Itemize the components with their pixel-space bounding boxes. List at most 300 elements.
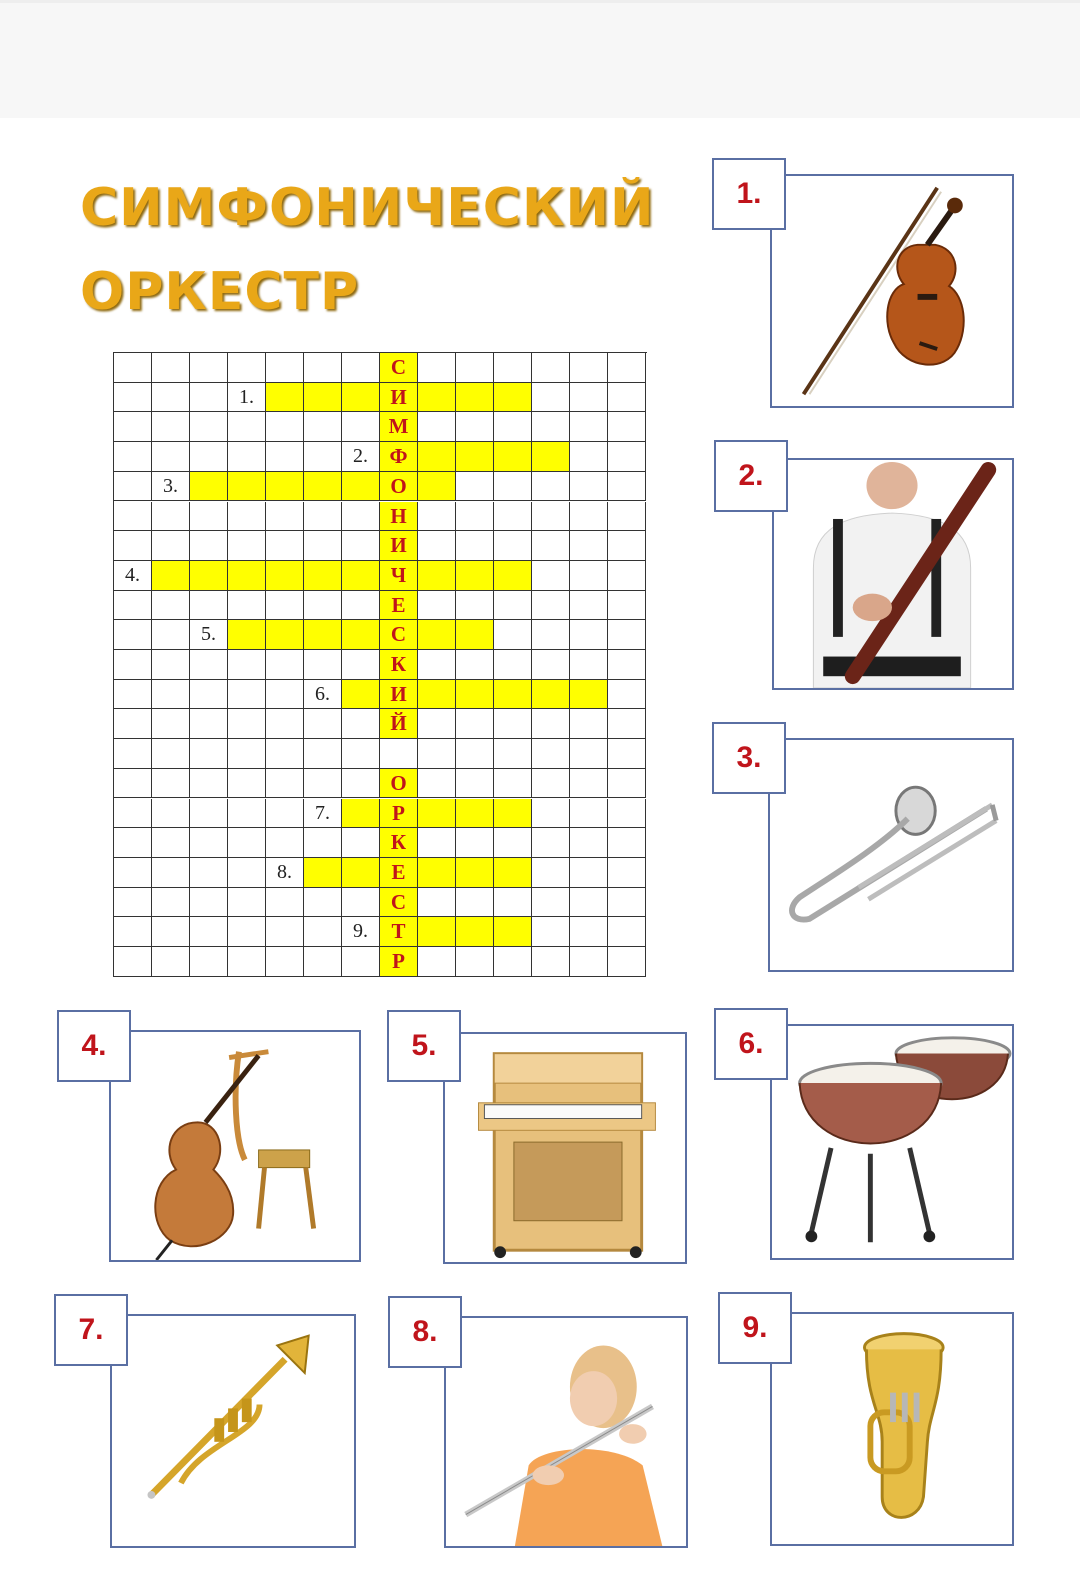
grid-cell bbox=[570, 917, 608, 947]
grid-cell bbox=[570, 561, 608, 591]
answer-cell bbox=[228, 620, 266, 650]
clue-number-cell: 3. bbox=[152, 472, 190, 502]
answer-cell bbox=[418, 858, 456, 888]
grid-cell bbox=[190, 828, 228, 858]
grid-cell bbox=[228, 799, 266, 829]
answer-cell bbox=[456, 620, 494, 650]
instrument-card-1 bbox=[712, 158, 1014, 408]
grid-cell bbox=[494, 472, 532, 502]
grid-cell bbox=[152, 353, 190, 383]
answer-cell bbox=[456, 561, 494, 591]
answer-cell bbox=[570, 680, 608, 710]
grid-cell bbox=[608, 739, 646, 769]
grid-cell bbox=[494, 353, 532, 383]
clue-number-cell: 7. bbox=[304, 799, 342, 829]
grid-cell bbox=[494, 739, 532, 769]
grid-cell bbox=[304, 353, 342, 383]
grid-cell bbox=[266, 769, 304, 799]
grid-cell bbox=[342, 888, 380, 918]
grid-cell bbox=[228, 888, 266, 918]
grid-cell bbox=[304, 650, 342, 680]
key-letter-cell: Е bbox=[380, 591, 418, 621]
grid-cell bbox=[114, 858, 152, 888]
grid-cell bbox=[532, 947, 570, 977]
grid-cell bbox=[532, 650, 570, 680]
grid-cell bbox=[570, 531, 608, 561]
grid-cell bbox=[304, 412, 342, 442]
grid-cell bbox=[266, 799, 304, 829]
grid-cell bbox=[570, 739, 608, 769]
key-letter-cell: И bbox=[380, 383, 418, 413]
grid-cell bbox=[114, 680, 152, 710]
grid-cell bbox=[190, 412, 228, 442]
grid-cell bbox=[532, 502, 570, 532]
key-letter-cell: Н bbox=[380, 502, 418, 532]
grid-cell bbox=[456, 531, 494, 561]
grid-cell bbox=[190, 888, 228, 918]
grid-cell bbox=[532, 769, 570, 799]
key-letter-cell: И bbox=[380, 680, 418, 710]
grid-cell bbox=[228, 739, 266, 769]
grid-cell bbox=[494, 888, 532, 918]
grid-cell bbox=[228, 353, 266, 383]
grid-cell bbox=[228, 947, 266, 977]
instrument-card-2 bbox=[714, 440, 1014, 690]
grid-cell bbox=[418, 591, 456, 621]
grid-cell bbox=[190, 650, 228, 680]
answer-cell bbox=[266, 383, 304, 413]
grid-cell bbox=[608, 502, 646, 532]
grid-cell bbox=[608, 412, 646, 442]
grid-cell bbox=[152, 917, 190, 947]
grid-cell bbox=[342, 769, 380, 799]
grid-cell bbox=[380, 739, 418, 769]
grid-cell bbox=[418, 769, 456, 799]
tuba-icon bbox=[772, 1314, 1012, 1544]
grid-cell bbox=[570, 383, 608, 413]
celesta-icon bbox=[445, 1034, 685, 1262]
instrument-number-1: 1. bbox=[712, 158, 786, 230]
grid-cell bbox=[608, 561, 646, 591]
grid-cell bbox=[266, 531, 304, 561]
grid-cell bbox=[152, 502, 190, 532]
instrument-number-7: 7. bbox=[54, 1294, 128, 1366]
key-letter-cell: С bbox=[380, 888, 418, 918]
grid-cell bbox=[456, 888, 494, 918]
grid-cell bbox=[532, 739, 570, 769]
answer-cell bbox=[456, 383, 494, 413]
grid-cell bbox=[190, 502, 228, 532]
grid-cell bbox=[190, 709, 228, 739]
answer-cell bbox=[304, 561, 342, 591]
grid-cell bbox=[190, 383, 228, 413]
grid-cell bbox=[152, 442, 190, 472]
grid-cell bbox=[342, 591, 380, 621]
grid-cell bbox=[608, 591, 646, 621]
grid-cell bbox=[114, 650, 152, 680]
key-letter-cell: С bbox=[380, 353, 418, 383]
grid-cell bbox=[114, 769, 152, 799]
answer-cell bbox=[342, 620, 380, 650]
answer-cell bbox=[418, 442, 456, 472]
grid-cell bbox=[570, 858, 608, 888]
grid-cell bbox=[114, 888, 152, 918]
grid-cell bbox=[152, 888, 190, 918]
key-letter-cell: Й bbox=[380, 709, 418, 739]
answer-cell bbox=[342, 472, 380, 502]
grid-cell bbox=[532, 561, 570, 591]
grid-cell bbox=[418, 650, 456, 680]
grid-cell bbox=[418, 531, 456, 561]
answer-cell bbox=[456, 917, 494, 947]
grid-cell bbox=[228, 531, 266, 561]
grid-cell bbox=[266, 442, 304, 472]
grid-cell bbox=[304, 947, 342, 977]
grid-cell bbox=[608, 531, 646, 561]
key-letter-cell: С bbox=[380, 620, 418, 650]
grid-cell bbox=[608, 650, 646, 680]
answer-cell bbox=[456, 799, 494, 829]
answer-cell bbox=[342, 799, 380, 829]
clue-number-cell: 1. bbox=[228, 383, 266, 413]
answer-cell bbox=[342, 561, 380, 591]
answer-cell bbox=[532, 442, 570, 472]
grid-cell bbox=[342, 650, 380, 680]
grid-cell bbox=[532, 472, 570, 502]
grid-cell bbox=[152, 383, 190, 413]
grid-cell bbox=[304, 917, 342, 947]
grid-cell bbox=[114, 442, 152, 472]
grid-cell bbox=[570, 709, 608, 739]
grid-cell bbox=[190, 739, 228, 769]
answer-cell bbox=[456, 680, 494, 710]
grid-cell bbox=[304, 769, 342, 799]
key-letter-cell: Р bbox=[380, 947, 418, 977]
grid-cell bbox=[532, 917, 570, 947]
instrument-card-5 bbox=[387, 1010, 687, 1264]
grid-cell bbox=[570, 502, 608, 532]
grid-cell bbox=[608, 680, 646, 710]
grid-cell bbox=[608, 472, 646, 502]
grid-cell bbox=[494, 620, 532, 650]
grid-cell bbox=[494, 769, 532, 799]
grid-cell bbox=[266, 828, 304, 858]
grid-cell bbox=[152, 591, 190, 621]
grid-cell bbox=[114, 739, 152, 769]
grid-cell bbox=[532, 591, 570, 621]
grid-cell bbox=[494, 591, 532, 621]
grid-cell bbox=[228, 917, 266, 947]
grid-cell bbox=[114, 531, 152, 561]
grid-cell bbox=[456, 828, 494, 858]
instrument-number-3: 3. bbox=[712, 722, 786, 794]
answer-cell bbox=[418, 472, 456, 502]
grid-cell bbox=[532, 709, 570, 739]
grid-cell bbox=[228, 680, 266, 710]
grid-cell bbox=[228, 828, 266, 858]
grid-cell bbox=[608, 888, 646, 918]
clue-number-cell: 8. bbox=[266, 858, 304, 888]
grid-cell bbox=[494, 502, 532, 532]
grid-cell bbox=[494, 947, 532, 977]
grid-cell bbox=[532, 888, 570, 918]
answer-cell bbox=[456, 858, 494, 888]
grid-cell bbox=[456, 947, 494, 977]
grid-cell bbox=[570, 472, 608, 502]
clue-number-cell: 9. bbox=[342, 917, 380, 947]
key-letter-cell: М bbox=[380, 412, 418, 442]
grid-cell bbox=[608, 442, 646, 472]
grid-cell bbox=[190, 769, 228, 799]
answer-cell bbox=[228, 561, 266, 591]
grid-cell bbox=[228, 502, 266, 532]
grid-cell bbox=[152, 680, 190, 710]
grid-cell bbox=[114, 947, 152, 977]
answer-cell bbox=[494, 561, 532, 591]
grid-cell bbox=[456, 472, 494, 502]
grid-cell bbox=[114, 353, 152, 383]
answer-cell bbox=[494, 383, 532, 413]
grid-cell bbox=[114, 799, 152, 829]
grid-cell bbox=[152, 739, 190, 769]
grid-cell bbox=[304, 591, 342, 621]
grid-cell bbox=[532, 383, 570, 413]
key-letter-cell: К bbox=[380, 828, 418, 858]
instrument-card-6 bbox=[714, 1008, 1014, 1260]
grid-cell bbox=[418, 412, 456, 442]
grid-cell bbox=[190, 858, 228, 888]
grid-cell bbox=[304, 828, 342, 858]
grid-cell bbox=[570, 591, 608, 621]
instrument-number-5: 5. bbox=[387, 1010, 461, 1082]
answer-cell bbox=[304, 620, 342, 650]
answer-cell bbox=[152, 561, 190, 591]
key-letter-cell: Ф bbox=[380, 442, 418, 472]
grid-cell bbox=[114, 502, 152, 532]
trumpet-icon bbox=[112, 1316, 354, 1546]
grid-cell bbox=[266, 709, 304, 739]
grid-cell bbox=[342, 947, 380, 977]
grid-cell bbox=[266, 650, 304, 680]
grid-cell bbox=[494, 531, 532, 561]
grid-cell bbox=[570, 442, 608, 472]
answer-cell bbox=[304, 858, 342, 888]
instrument-card-9 bbox=[718, 1292, 1014, 1546]
instrument-number-9: 9. bbox=[718, 1292, 792, 1364]
key-letter-cell: Ч bbox=[380, 561, 418, 591]
grid-cell bbox=[608, 858, 646, 888]
grid-cell bbox=[342, 531, 380, 561]
key-letter-cell: И bbox=[380, 531, 418, 561]
grid-cell bbox=[456, 591, 494, 621]
grid-cell bbox=[570, 412, 608, 442]
bassoon-player-icon bbox=[774, 460, 1012, 688]
grid-cell bbox=[228, 591, 266, 621]
answer-cell bbox=[266, 561, 304, 591]
grid-cell bbox=[608, 353, 646, 383]
grid-cell bbox=[456, 709, 494, 739]
grid-cell bbox=[570, 828, 608, 858]
grid-cell bbox=[152, 828, 190, 858]
instrument-number-6: 6. bbox=[714, 1008, 788, 1080]
grid-cell bbox=[190, 591, 228, 621]
grid-cell bbox=[570, 769, 608, 799]
grid-cell bbox=[114, 917, 152, 947]
grid-cell bbox=[456, 412, 494, 442]
clue-number-cell: 5. bbox=[190, 620, 228, 650]
grid-cell bbox=[608, 917, 646, 947]
trombone-icon bbox=[770, 740, 1012, 970]
grid-cell bbox=[304, 888, 342, 918]
grid-cell bbox=[456, 353, 494, 383]
answer-cell bbox=[304, 383, 342, 413]
clue-number-cell: 4. bbox=[114, 561, 152, 591]
answer-cell bbox=[494, 680, 532, 710]
grid-cell bbox=[570, 799, 608, 829]
grid-cell bbox=[570, 353, 608, 383]
grid-cell bbox=[190, 947, 228, 977]
answer-cell bbox=[266, 472, 304, 502]
grid-cell bbox=[418, 709, 456, 739]
grid-cell bbox=[494, 828, 532, 858]
answer-cell bbox=[418, 383, 456, 413]
answer-cell bbox=[418, 620, 456, 650]
grid-cell bbox=[266, 947, 304, 977]
grid-cell bbox=[532, 799, 570, 829]
answer-cell bbox=[456, 442, 494, 472]
grid-cell bbox=[152, 799, 190, 829]
instrument-card-7 bbox=[54, 1294, 356, 1548]
grid-cell bbox=[304, 739, 342, 769]
grid-cell bbox=[228, 442, 266, 472]
grid-cell bbox=[114, 383, 152, 413]
grid-cell bbox=[152, 531, 190, 561]
grid-cell bbox=[418, 888, 456, 918]
grid-cell bbox=[342, 502, 380, 532]
grid-cell bbox=[266, 917, 304, 947]
answer-cell bbox=[190, 561, 228, 591]
grid-cell bbox=[266, 888, 304, 918]
grid-cell bbox=[570, 620, 608, 650]
grid-cell bbox=[570, 650, 608, 680]
grid-cell bbox=[304, 502, 342, 532]
grid-cell bbox=[342, 828, 380, 858]
grid-cell bbox=[228, 858, 266, 888]
grid-cell bbox=[228, 650, 266, 680]
key-letter-cell: К bbox=[380, 650, 418, 680]
grid-cell bbox=[418, 353, 456, 383]
grid-cell bbox=[304, 442, 342, 472]
answer-cell bbox=[304, 472, 342, 502]
instrument-number-4: 4. bbox=[57, 1010, 131, 1082]
answer-cell bbox=[342, 680, 380, 710]
timpani-icon bbox=[772, 1026, 1012, 1258]
grid-cell bbox=[190, 799, 228, 829]
grid-cell bbox=[608, 769, 646, 799]
grid-cell bbox=[494, 709, 532, 739]
grid-cell bbox=[228, 769, 266, 799]
instrument-number-2: 2. bbox=[714, 440, 788, 512]
key-letter-cell: Р bbox=[380, 799, 418, 829]
key-letter-cell: Т bbox=[380, 917, 418, 947]
key-letter-cell: О bbox=[380, 472, 418, 502]
answer-cell bbox=[266, 620, 304, 650]
grid-cell bbox=[114, 620, 152, 650]
grid-cell bbox=[608, 947, 646, 977]
grid-cell bbox=[190, 442, 228, 472]
grid-cell bbox=[342, 709, 380, 739]
grid-cell bbox=[266, 591, 304, 621]
instrument-number-8: 8. bbox=[388, 1296, 462, 1368]
grid-cell bbox=[532, 620, 570, 650]
clue-number-cell: 6. bbox=[304, 680, 342, 710]
grid-cell bbox=[114, 828, 152, 858]
grid-cell bbox=[190, 531, 228, 561]
grid-cell bbox=[608, 799, 646, 829]
key-letter-cell: О bbox=[380, 769, 418, 799]
instrument-card-8 bbox=[388, 1296, 688, 1548]
page-title-line-1: СИМФОНИЧЕСКИЙ bbox=[80, 178, 655, 238]
violin-icon bbox=[772, 176, 1012, 406]
grid-cell bbox=[304, 531, 342, 561]
grid-cell bbox=[228, 709, 266, 739]
grid-cell bbox=[304, 709, 342, 739]
answer-cell bbox=[418, 917, 456, 947]
grid-cell bbox=[342, 412, 380, 442]
cello-harp-icon bbox=[111, 1032, 359, 1260]
grid-cell bbox=[532, 412, 570, 442]
grid-cell bbox=[456, 769, 494, 799]
page-title-line-2: ОРКЕСТР bbox=[80, 262, 360, 322]
grid-cell bbox=[114, 709, 152, 739]
flute-player-icon bbox=[446, 1318, 686, 1546]
instrument-card-4 bbox=[57, 1010, 361, 1262]
answer-cell bbox=[494, 917, 532, 947]
crossword-grid bbox=[113, 352, 647, 977]
answer-cell bbox=[532, 680, 570, 710]
grid-cell bbox=[266, 353, 304, 383]
grid-cell bbox=[570, 888, 608, 918]
answer-cell bbox=[228, 472, 266, 502]
grid-cell bbox=[570, 947, 608, 977]
grid-cell bbox=[456, 739, 494, 769]
answer-cell bbox=[418, 680, 456, 710]
grid-cell bbox=[152, 412, 190, 442]
grid-cell bbox=[152, 947, 190, 977]
answer-cell bbox=[418, 799, 456, 829]
key-letter-cell: Е bbox=[380, 858, 418, 888]
grid-cell bbox=[608, 828, 646, 858]
top-bar bbox=[0, 0, 1080, 118]
grid-cell bbox=[608, 383, 646, 413]
grid-cell bbox=[266, 680, 304, 710]
answer-cell bbox=[190, 472, 228, 502]
grid-cell bbox=[190, 353, 228, 383]
grid-cell bbox=[418, 828, 456, 858]
grid-cell bbox=[456, 502, 494, 532]
grid-cell bbox=[342, 353, 380, 383]
grid-cell bbox=[152, 650, 190, 680]
answer-cell bbox=[494, 799, 532, 829]
clue-number-cell: 2. bbox=[342, 442, 380, 472]
grid-cell bbox=[494, 412, 532, 442]
grid-cell bbox=[608, 709, 646, 739]
grid-cell bbox=[342, 739, 380, 769]
grid-cell bbox=[114, 472, 152, 502]
answer-cell bbox=[418, 561, 456, 591]
grid-cell bbox=[418, 502, 456, 532]
grid-cell bbox=[114, 591, 152, 621]
